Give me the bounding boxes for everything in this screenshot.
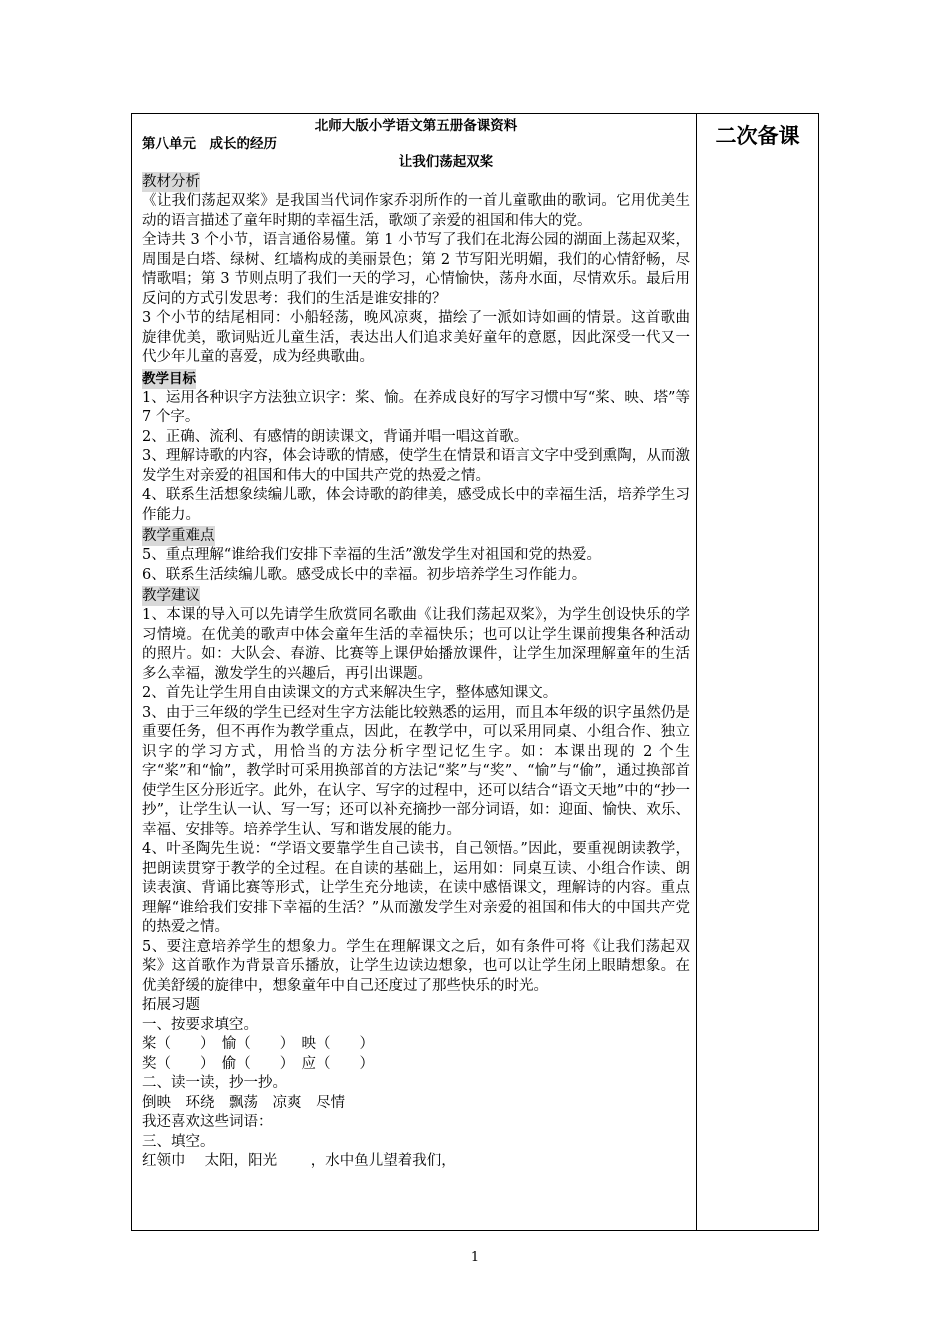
secondary-prep-column: [697, 114, 818, 150]
suggestion-item: 3、由于三年级的学生已经对生字方法能比较熟悉的运用，而且本年级的识字虽然仍是重要任务，但不再作为教学重点，因此，在教学中，可以采用同桌、小组合作、独立识字的学习方式，用恰当的方法分析字型记忆生字。如：本课出现的 2 个生字“桨”和“愉”，教学时可采用换部首的方法记“桨”与“奖”、“愉”与“偷”，通过换部首使学生区分形近字。此外，在认字、写字的过程中，还可以结合“语文天地”中的“抄一抄”，让学生认一认、写一写；还可以补充摘抄一部分词语，如：迎面、愉快、欢乐、幸福、安排等。培养学生认、写和谐发展的能力。: [142, 704, 690, 838]
lesson-plan-table: [131, 113, 819, 1231]
suggestion-item: 1、本课的导入可以先请学生欣赏同名歌曲《让我们荡起双桨》，为学生创设快乐的学习情境。在优美的歌声中体会童年生活的幸福快乐；也可以让学生课前搜集各种活动的照片。如：大队会、春游、比赛等上课伊始播放课件，让学生加深理解童年的生活多么幸福，激发学生的兴趣后，再引出课题。: [142, 607, 690, 682]
key-point-item: 5、重点理解“谁给我们安排下幸福的生活”激发学生对祖国和党的热爱。: [142, 547, 602, 563]
suggestion-item: 5、要注意培养学生的想象力。学生在理解课文之后，如有条件可将《让我们荡起双桨》这首歌作为背景音乐播放，让学生边读边想象，也可以让学生闭上眼睛想象。在优美舒缓的旋律中，想象童年中自己还度过了那些快乐的时光。: [142, 938, 690, 994]
lesson-title: 让我们荡起双桨: [398, 154, 494, 170]
goals-section: [142, 368, 690, 526]
suggestion-item: 4、叶圣陶先生说：“学语文要靠学生自己读书，自己领悟。”因此，要重视朗读教学，把朗读贯穿于教学的全过程。在自读的基础上，运用如：同桌互读、小组合作读、朗读表演、背诵比赛等形式，让学生充分地读，在读中感悟课文，理解诗的内容。重点理解“谁给我们安排下幸福的生活？”从而激发学生对亲爱的祖国和伟大的中国共产党的热爱之情。: [142, 841, 690, 935]
document-title: 北师大版小学语文第五册备课资料: [314, 118, 518, 134]
main-column: [142, 117, 690, 1172]
page-number: 1: [470, 1250, 480, 1265]
analysis-heading: 教材分析: [142, 174, 200, 190]
exercise-line: 我还喜欢这些词语：: [142, 1114, 273, 1130]
suggestion-item: 2、首先让学生用自由读课文的方式来解决生字，整体感知课文。: [142, 685, 558, 701]
exercise-line: 二、读一读，抄一抄。: [142, 1075, 287, 1091]
exercise-line: 三、填空。: [142, 1133, 215, 1150]
exercise-line: 倒映 环绕 飘荡 凉爽 尽情: [142, 1094, 345, 1111]
exercise-line: 红领巾 太阳，阳光 ，水中鱼儿望着我们，: [142, 1153, 456, 1169]
suggestions-section: [142, 585, 690, 996]
goal-item: 2、正确、流利、有感情的朗读课文，背诵并唱一唱这首歌。: [142, 428, 529, 445]
analysis-paragraph: 3 个小节的结尾相同：小船轻荡，晚风凉爽，描绘了一派如诗如画的情景。这首歌曲旋律优美，歌词贴近儿童生活，表达出人们追求美好童年的意愿，因此深受一代又一代少年儿童的喜爱，成为经典歌曲。: [142, 310, 690, 365]
exercises-heading: 拓展习题: [142, 997, 200, 1013]
exercises-section: [142, 996, 690, 1172]
key-points-heading: 教学重难点: [142, 528, 215, 544]
secondary-prep-title: 二次备课: [715, 124, 800, 148]
column-divider: [696, 114, 697, 1230]
analysis-paragraph: 全诗共 3 个小节，语言通俗易懂。第 1 小节写了我们在北海公园的湖面上荡起双桨，周围是白塔、绿树、红墙构成的美丽景色；第 2 节写阳光明媚，我们的心情舒畅，尽情歌唱；第 3 节则点明了我们一天的学习，心情愉快，荡舟水面，尽情欢乐。最后用反问的方式引发思考：我们的生活是谁安排的？: [142, 232, 690, 307]
exercise-line: 奖（ ） 偷（ ） 应（ ）: [142, 1055, 374, 1072]
exercise-line: 一、按要求填空。: [142, 1016, 258, 1033]
key-point-item: 6、联系生活续编儿歌。感受成长中的幸福。初步培养学生习作能力。: [142, 566, 587, 583]
exercise-line: 桨（ ） 愉（ ） 映（ ）: [142, 1036, 374, 1052]
key-points-section: [142, 525, 690, 585]
goal-item: 1、运用各种识字方法独立识字：桨、愉。在养成良好的写字习惯中写“桨、映、塔”等 7 个字。: [142, 389, 690, 425]
unit-title: 第八单元 成长的经历: [142, 136, 277, 152]
goal-item: 3、理解诗歌的内容，体会诗歌的情感，使学生在情景和语言文字中受到熏陶，从而激发学生对亲爱的祖国和伟大的中国共产党的热爱之情。: [142, 448, 690, 484]
analysis-section: [142, 171, 690, 368]
goals-heading: 教学目标: [142, 370, 196, 387]
suggestions-heading: 教学建议: [142, 588, 200, 604]
analysis-paragraph: 《让我们荡起双桨》是我国当代词作家乔羽所作的一首儿童歌曲的歌词。它用优美生动的语言描述了童年时期的幸福生活，歌颂了亲爱的祖国和伟大的党。: [142, 193, 690, 229]
goal-item: 4、联系生活想象续编儿歌，体会诗歌的韵律美，感受成长中的幸福生活，培养学生习作能力。: [142, 487, 690, 523]
